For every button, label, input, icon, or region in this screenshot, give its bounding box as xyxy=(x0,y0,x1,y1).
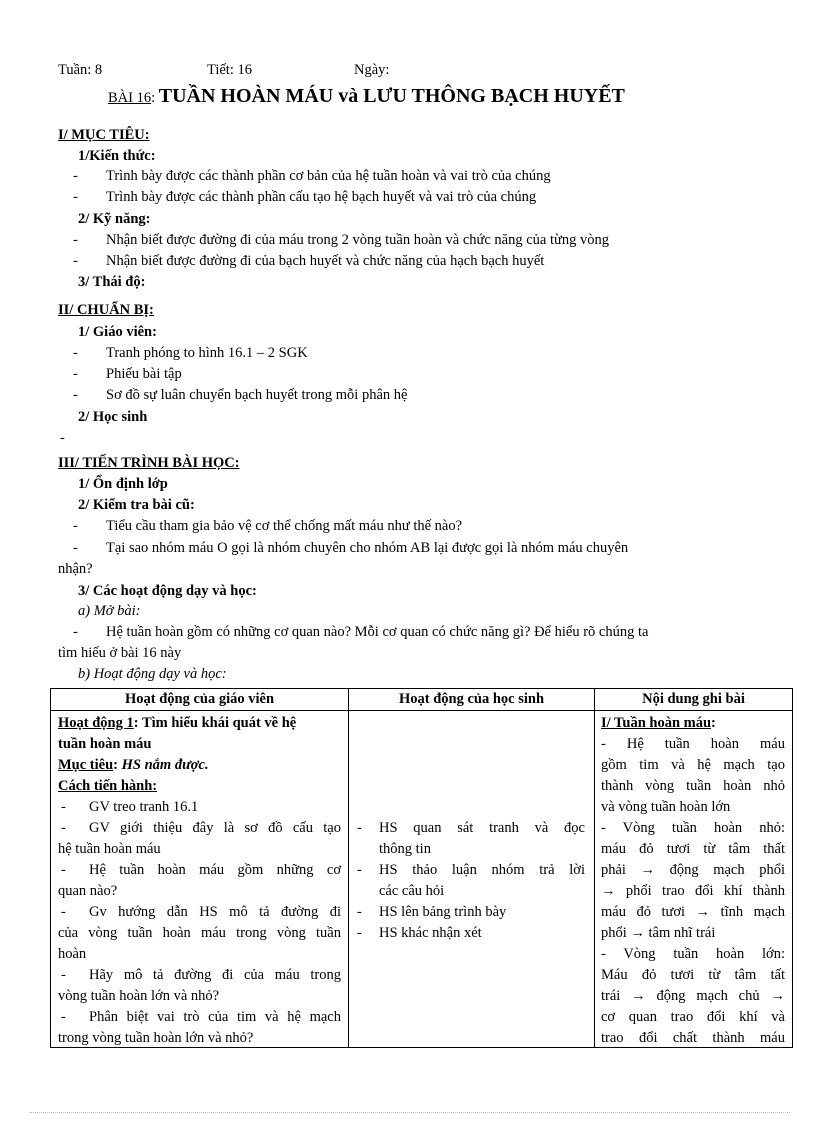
student-activity: HS khác nhận xét xyxy=(379,925,482,941)
notes-line: cơ quan trao đổi khí và xyxy=(601,1009,785,1025)
intro-text-cont: tìm hiểu ở bài 16 này xyxy=(58,645,182,661)
teacher-step: GV giới thiệu đây là sơ đồ cấu tạo xyxy=(89,820,341,836)
notes-column-header: Nội dung ghi bài xyxy=(595,689,793,711)
bullet-dash: - xyxy=(73,232,78,248)
teacher-step: GV treo tranh 16.1 xyxy=(89,799,199,815)
stabilize-heading: 1/ Ổn định lớp xyxy=(78,476,168,492)
goal-line: Mục tiêu: HS nắm được. xyxy=(58,757,209,773)
teacher-prep-item: Phiếu bài tập xyxy=(106,366,182,382)
bullet-dash: - xyxy=(73,624,78,640)
student-column-header: Hoạt động của học sinh xyxy=(349,689,595,711)
lesson-number: BÀI 16 xyxy=(108,90,152,106)
method-heading: Cách tiến hành: xyxy=(58,778,158,794)
activities-heading: 3/ Các hoạt động dạy và học: xyxy=(78,583,257,599)
intro-heading: a) Mở bài: xyxy=(78,603,141,619)
activity-title: Hoạt động 1: Tìm hiểu khái quát về hệ xyxy=(58,715,297,731)
bullet-dash: - xyxy=(73,518,78,534)
bullet-dash: - xyxy=(73,387,78,403)
bullet-dash: - xyxy=(61,1009,66,1025)
notes-line: Máu đỏ tươi từ tâm tất xyxy=(601,967,785,983)
notes-line: gồm tim và hệ mạch tạo xyxy=(601,757,785,773)
review-question: Tại sao nhóm máu O gọi là nhóm chuyên cho nhóm AB lại được gọi là nhóm máu chuyên xyxy=(106,540,629,556)
student-activity: HS lên bảng trình bày xyxy=(379,904,507,920)
student-activity: HS thảo luận nhóm trả lời xyxy=(379,862,585,878)
review-question: Tiểu cầu tham gia bảo vệ cơ thể chống mất máu như thế nào? xyxy=(106,518,463,534)
page-bottom-border xyxy=(30,1112,790,1113)
lesson-colon: : xyxy=(151,90,156,106)
bullet-dash: - xyxy=(357,862,362,878)
preparation-heading: II/ CHUẨN BỊ: xyxy=(58,302,154,318)
notes-cell xyxy=(595,711,793,1048)
teacher-step-cont: hoàn xyxy=(58,946,87,962)
bullet-dash: - xyxy=(73,345,78,361)
bullet-dash: - xyxy=(73,253,78,269)
bullet-dash: - xyxy=(60,430,65,446)
week-label: Tuần: 8 xyxy=(58,62,103,78)
teacher-step: Phân biệt vai trò của tim và hệ mạch xyxy=(89,1009,341,1025)
teacher-step: Gv hướng dẫn HS mô tả đường đi xyxy=(89,904,341,920)
period-label: Tiết: 16 xyxy=(207,62,252,78)
student-activity-cont: thông tin xyxy=(379,841,431,857)
knowledge-item: Trình bày được các thành phần cơ bản của hệ tuần hoàn và vai trò của chúng xyxy=(106,168,551,184)
notes-line: phổi → tâm nhĩ trái xyxy=(601,925,716,941)
bullet-dash: - xyxy=(61,862,66,878)
lesson-heading xyxy=(108,84,625,110)
teacher-prep-item: Sơ đồ sự luân chuyển bạch huyết trong mỗi phân hệ xyxy=(106,387,408,403)
teacher-step-cont: vòng tuần hoàn lớn và nhỏ? xyxy=(58,988,220,1004)
teacher-step-cont: hệ tuần hoàn máu xyxy=(58,841,161,857)
bullet-dash: - xyxy=(357,925,362,941)
activity-title-cont: tuần hoàn máu xyxy=(58,736,152,752)
notes-line: → phổi trao đổi khí thành xyxy=(601,883,785,899)
skills-item: Nhận biết được đường đi của máu trong 2 vòng tuần hoàn và chức năng của từng vòng xyxy=(106,232,609,248)
student-activity: HS quan sát tranh và đọc xyxy=(379,820,585,836)
student-activity-cont: các câu hỏi xyxy=(379,883,445,899)
bullet-dash: - xyxy=(73,189,78,205)
bullet-dash: - xyxy=(73,540,78,556)
teacher-step-cont: trong vòng tuần hoàn lớn và nhỏ? xyxy=(58,1030,254,1046)
bullet-dash: - xyxy=(357,820,362,836)
teacher-prep-item: Tranh phóng to hình 16.1 – 2 SGK xyxy=(106,345,308,361)
teacher-column-header: Hoạt động của giáo viên xyxy=(51,689,349,711)
bullet-dash: - xyxy=(61,820,66,836)
notes-line: phải → động mạch phổi xyxy=(601,862,785,878)
student-prep-heading: 2/ Học sinh xyxy=(78,409,148,425)
knowledge-item: Trình bày được các thành phần cấu tạo hệ bạch huyết và vai trò của chúng xyxy=(106,189,537,205)
review-heading: 2/ Kiểm tra bài cũ: xyxy=(78,497,195,513)
notes-line: - Hệ tuần hoàn máu xyxy=(601,736,785,752)
intro-text: Hệ tuần hoàn gồm có những cơ quan nào? Mỗi cơ quan có chức năng gì? Để hiểu rõ chúng ta xyxy=(106,624,649,640)
bullet-dash: - xyxy=(61,904,66,920)
table-header-row xyxy=(51,689,793,711)
notes-line: và vòng tuần hoàn lớn xyxy=(601,799,731,815)
activities-subheading: b) Hoạt động dạy và học: xyxy=(78,666,227,682)
notes-line: trái → động mạch chủ → xyxy=(601,988,785,1004)
attitude-heading: 3/ Thái độ: xyxy=(78,274,146,290)
procedure-heading: III/ TIẾN TRÌNH BÀI HỌC: xyxy=(58,455,240,471)
table-row xyxy=(51,711,793,1048)
bullet-dash: - xyxy=(61,967,66,983)
notes-line: thành vòng tuần hoàn nhỏ xyxy=(601,778,785,794)
notes-heading: I/ Tuần hoàn máu: xyxy=(601,715,716,731)
teacher-step-cont: quan nào? xyxy=(58,883,118,899)
review-question-cont: nhận? xyxy=(58,561,93,577)
skills-item: Nhận biết được đường đi của bạch huyết và chức năng của hạch bạch huyết xyxy=(106,253,545,269)
notes-line: máu đỏ tươi → tĩnh mạch xyxy=(601,904,785,920)
date-label: Ngày: xyxy=(354,62,390,78)
activities-table xyxy=(50,688,793,1048)
teacher-step-cont: của vòng tuần hoàn máu trong vòng tuần xyxy=(58,925,341,941)
bullet-dash: - xyxy=(73,366,78,382)
bullet-dash: - xyxy=(73,168,78,184)
knowledge-heading: 1/Kiến thức: xyxy=(78,148,156,164)
teacher-step: Hệ tuần hoàn máu gồm những cơ xyxy=(89,862,341,878)
notes-line: - Vòng tuần hoàn nhỏ: xyxy=(601,820,785,836)
bullet-dash: - xyxy=(61,799,66,815)
notes-line: trao đổi chất thành máu xyxy=(601,1030,785,1046)
lesson-title: TUẦN HOÀN MÁU và LƯU THÔNG BẠCH HUYẾT xyxy=(158,85,625,107)
teacher-step: Hãy mô tả đường đi của máu trong xyxy=(89,967,341,983)
notes-line: - Vòng tuần hoàn lớn: xyxy=(601,946,785,962)
student-cell xyxy=(349,711,595,1048)
skills-heading: 2/ Kỹ năng: xyxy=(78,211,151,227)
notes-line: máu đỏ tươi từ tâm thất xyxy=(601,841,785,857)
objectives-heading: I/ MỤC TIÊU: xyxy=(58,127,150,143)
teacher-prep-heading: 1/ Giáo viên: xyxy=(78,324,157,340)
teacher-cell xyxy=(51,711,349,1048)
bullet-dash: - xyxy=(357,904,362,920)
